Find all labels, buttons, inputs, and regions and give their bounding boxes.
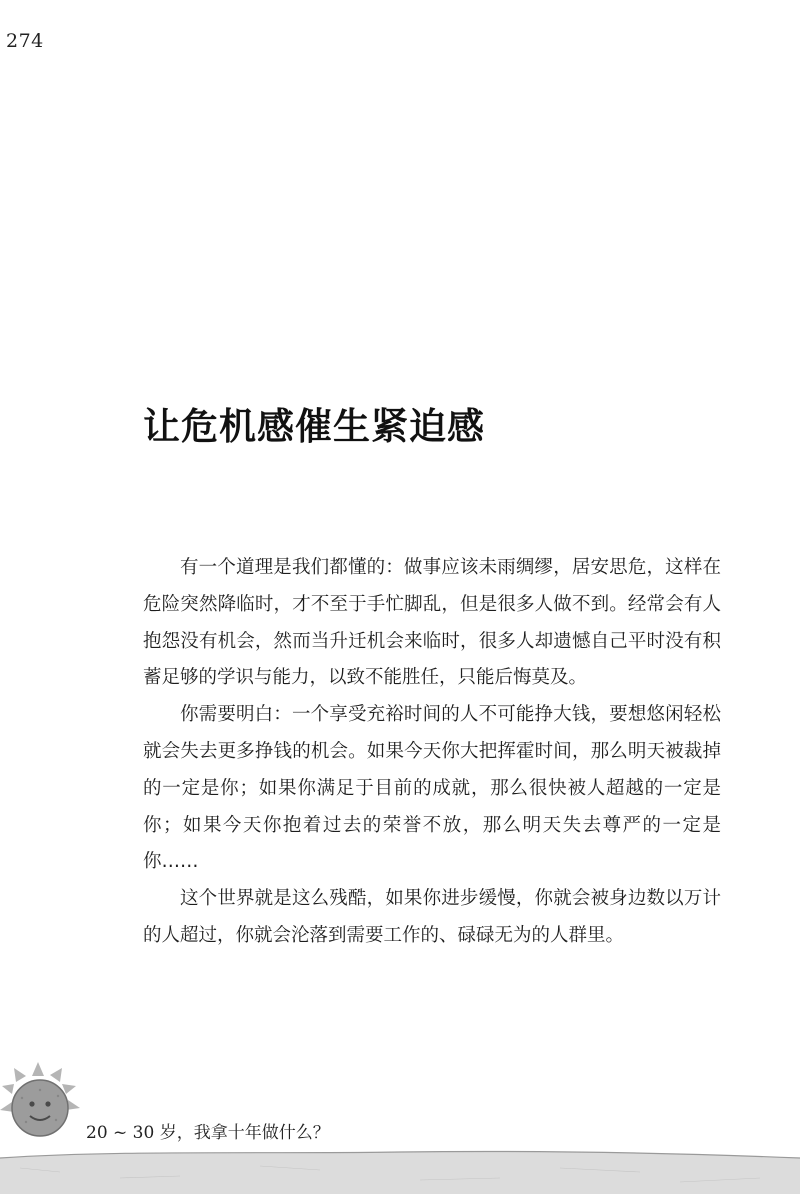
running-footer-book-title: 20 ~ 30 岁，我拿十年做什么？	[86, 1123, 330, 1143]
page-title: 让危机感催生紧迫感	[143, 405, 485, 448]
sun-icon	[0, 1060, 82, 1150]
paragraph-1: 有一个道理是我们都懂的：做事应该未雨绸缪，居安思危，这样在危险突然降临时，才不至于手忙脚乱，但是很多人做不到。经常会有人抱怨没有机会，然而当升迁机会来临时，很多人却遗憾自己平时没有积蓄足够的学识与能力，以致不能胜任，只能后悔莫及。	[143, 557, 721, 689]
page-number: 274	[6, 30, 44, 52]
paragraph-2: 你需要明白：一个享受充裕时间的人不可能挣大钱，要想悠闲轻松就会失去更多挣钱的机会。如果今天你大把挥霍时间，那么明天被裁掉的一定是你；如果你满足于目前的成就，那么很快被人超越的一定是你；如果今天你抱着过去的荣誉不放，那么明天失去尊严的一定是你……	[143, 704, 721, 873]
paragraph-3: 这个世界就是这么残酷，如果你进步缓慢，你就会被身边数以万计的人超过，你就会沦落到需要工作的、碌碌无为的人群里。	[143, 888, 721, 946]
article-body	[143, 550, 721, 955]
footer-band	[0, 1148, 800, 1194]
